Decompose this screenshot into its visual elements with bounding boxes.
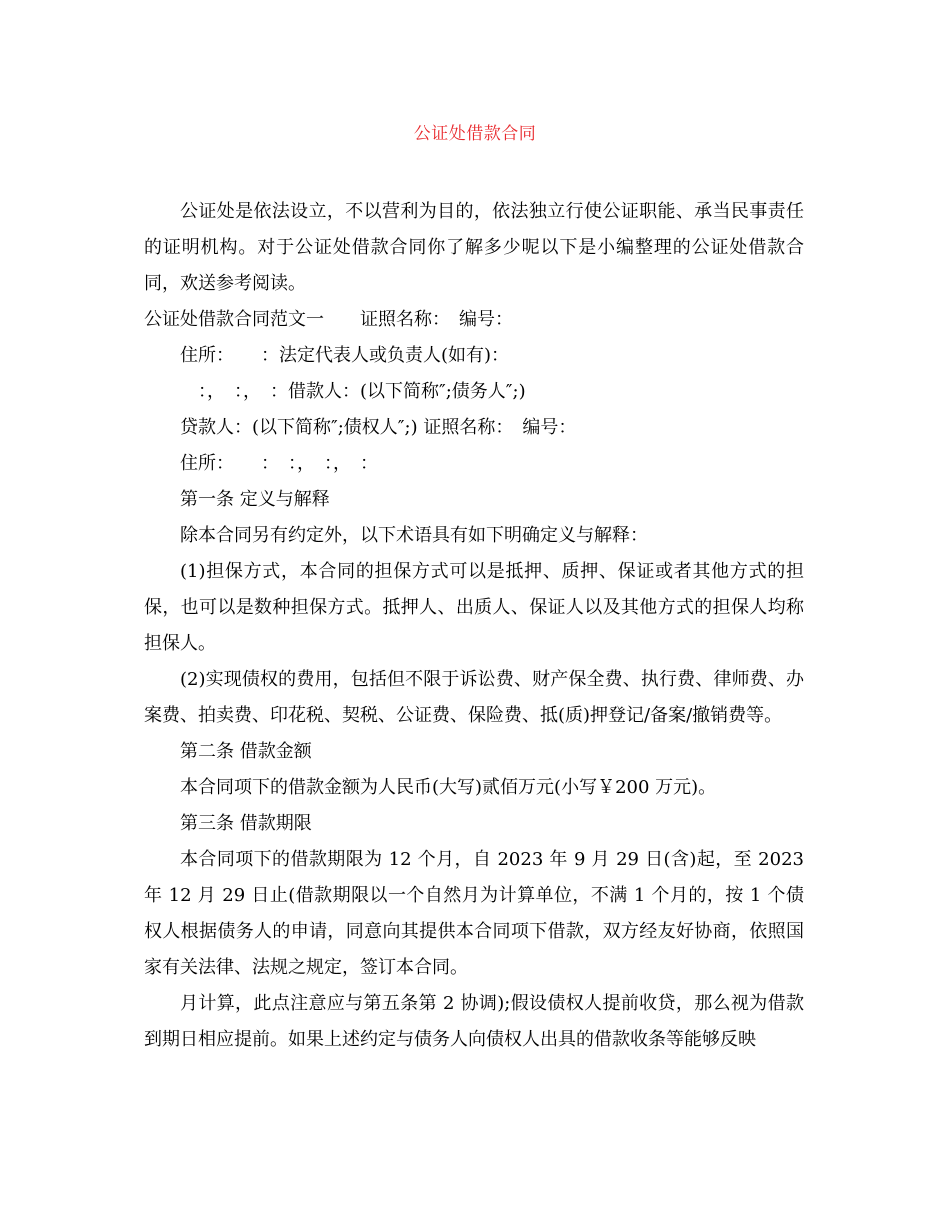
document-title: 公证处借款合同 bbox=[413, 124, 537, 144]
article-2-heading: 第二条 借款金额 bbox=[180, 741, 312, 762]
paragraph-sample-heading: 公证处借款合同范文一 证照名称： 编号： bbox=[144, 309, 513, 330]
paragraph-loan-term: 本合同项下的借款期限为 12 个月，自 2023 年 9 月 29 日(含)起，至 2023 年 12 月 29 日止(借款期限以一个自然月为计算单位，不满 1 个月的，按 1 个债权人根据债务人的申请，同意向其提供本合同项下借款，双方经友好协商，依照国家有关法律、法规之规定，签订本合同。 bbox=[144, 849, 810, 978]
paragraph-loan-term-cont: 月计算，此点注意应与第五条第 2 协调);假设债权人提前收贷，那么视为借款到期日相应提前。如果上述约定与债务人向债权人出具的借款收条等能够反映 bbox=[144, 993, 804, 1050]
paragraph-borrower: ：， ：， ：借款人：(以下简称″;债务人″;) bbox=[180, 381, 526, 402]
paragraph-definition-2: (2)实现债权的费用，包括但不限于诉讼费、财产保全费、执行费、律师费、办案费、拍卖费、印花税、契税、公证费、保险费、抵(质)押登记/备案/撤销费等。 bbox=[144, 669, 804, 726]
paragraph-address-1: 住所： ：法定代表人或负责人(如有)： bbox=[180, 345, 510, 366]
article-3-heading: 第三条 借款期限 bbox=[180, 813, 312, 834]
paragraph-definition-1: (1)担保方式，本合同的担保方式可以是抵押、质押、保证或者其他方式的担保，也可以是数种担保方式。抵押人、出质人、保证人以及其他方式的担保人均称担保人。 bbox=[144, 561, 804, 654]
document-body bbox=[144, 194, 810, 1058]
article-1-heading: 第一条 定义与解释 bbox=[180, 489, 330, 510]
paragraph-address-2: 住所： ： ：， ：， ： bbox=[180, 453, 378, 474]
paragraph-lender: 贷款人：(以下简称″;债权人″;) 证照名称： 编号： bbox=[180, 417, 577, 438]
paragraph-loan-amount: 本合同项下的借款金额为人民币(大写)贰佰万元(小写￥200 万元)。 bbox=[180, 777, 717, 798]
paragraph-definitions-intro: 除本合同另有约定外，以下术语具有如下明确定义与解释： bbox=[180, 525, 648, 546]
paragraph-intro: 公证处是依法设立，不以营利为目的，依法独立行使公证职能、承当民事责任的证明机构。对于公证处借款合同你了解多少呢以下是小编整理的公证处借款合同，欢送参考阅读。 bbox=[144, 201, 804, 294]
